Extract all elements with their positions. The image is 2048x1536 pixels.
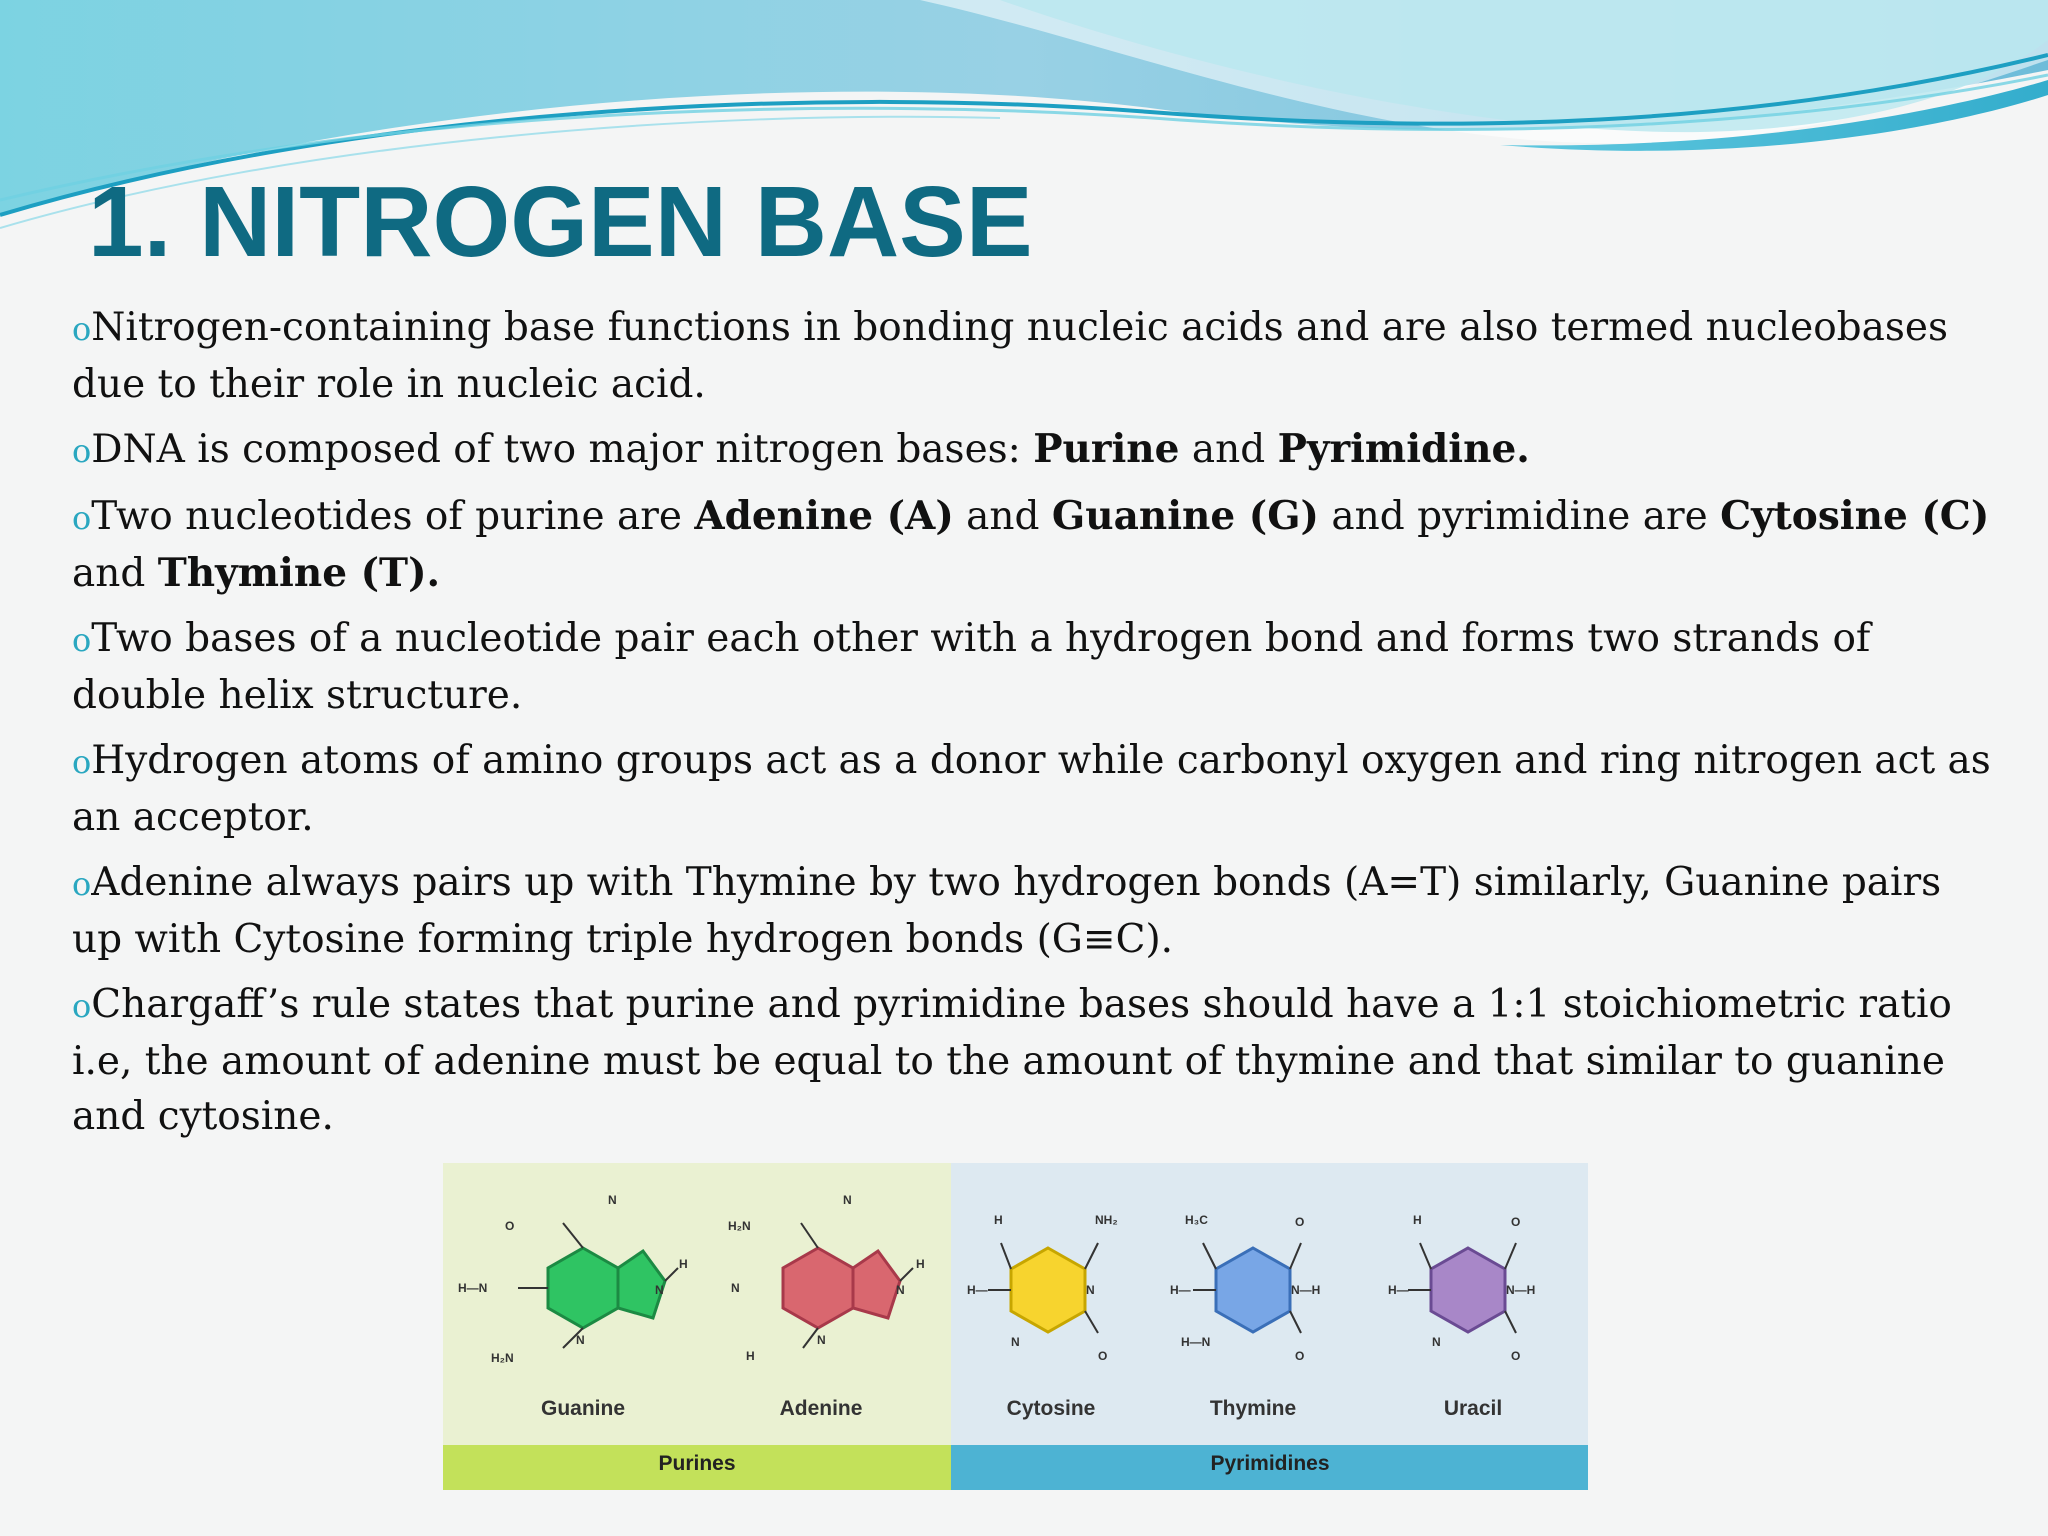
- base-label-adenine: Adenine: [779, 1397, 863, 1420]
- base-label-uracil: Uracil: [1443, 1397, 1503, 1420]
- bullet-text: and pyrimidine are: [1318, 494, 1721, 539]
- atom-label: H₂N: [728, 1219, 751, 1233]
- bullet-marker-icon: o: [72, 310, 92, 348]
- atom-label: N: [1432, 1335, 1441, 1349]
- atom-label: N: [1011, 1335, 1020, 1349]
- atom-label: N: [817, 1333, 826, 1347]
- group-label-purines: Purines: [658, 1452, 736, 1475]
- bullet-text: Two bases of a nucleotide pair each other with a hydrogen bond and forms two strands of double helix structure.: [72, 616, 1871, 718]
- atom-label: H: [679, 1257, 688, 1271]
- atom-label: N: [731, 1281, 740, 1295]
- atom-label: H: [916, 1257, 925, 1271]
- nitrogen-bases-figure: [443, 1163, 1588, 1490]
- atom-label: H—: [967, 1283, 988, 1297]
- base-label-thymine: Thymine: [1209, 1397, 1297, 1420]
- bullet-marker-icon: o: [72, 865, 92, 903]
- atom-label: H—N: [1181, 1335, 1211, 1349]
- atom-label: H: [746, 1349, 755, 1363]
- bullet-text: and: [953, 494, 1052, 539]
- atom-label: H—: [1170, 1283, 1191, 1297]
- bullet-text: DNA is composed of two major nitrogen bases:: [91, 427, 1034, 472]
- bullet-bold-term: Purine: [1033, 426, 1180, 472]
- atom-label: N—H: [1506, 1283, 1536, 1297]
- bullet-text: and: [72, 551, 158, 596]
- bullet-bold-term: Cytosine (C): [1720, 493, 1990, 539]
- atom-label: N: [1086, 1283, 1095, 1297]
- bullet-list: [72, 300, 2002, 1154]
- atom-label: N: [843, 1193, 852, 1207]
- bullet-item: [72, 300, 2002, 412]
- atom-label: O: [1295, 1349, 1305, 1363]
- atom-label: N—H: [1291, 1283, 1321, 1297]
- bullet-bold-term: Pyrimidine.: [1277, 426, 1530, 472]
- bullet-bold-term: Guanine (G): [1051, 493, 1319, 539]
- atom-label: O: [1098, 1349, 1108, 1363]
- atom-label: H—: [1388, 1283, 1409, 1297]
- atom-label: O: [1511, 1215, 1521, 1229]
- bullet-marker-icon: o: [72, 621, 92, 659]
- atom-label: N: [655, 1283, 664, 1297]
- bullet-text: Adenine always pairs up with Thymine by two hydrogen bonds (A=T) similarly, Guanine pairs up with Cytosine forming triple hydrogen bonds (G≡C).: [72, 860, 1942, 962]
- bullet-marker-icon: o: [72, 743, 92, 781]
- atom-label: H₃C: [1185, 1213, 1208, 1227]
- group-label-pyrimidines: Pyrimidines: [1210, 1452, 1330, 1475]
- bullet-text: Two nucleotides of purine are: [91, 494, 695, 539]
- bullet-text: Chargaff’s rule states that purine and pyrimidine bases should have a 1:1 stoichiometric ratio i.e, the amount of adenine must be equal to the amount of thymine and that similar to guanine and cytosine.: [72, 982, 1952, 1139]
- slide-title: 1. NITROGEN BASE: [88, 166, 1033, 278]
- bullet-item: [72, 977, 2002, 1144]
- bullet-text: Hydrogen atoms of amino groups act as a donor while carbonyl oxygen and ring nitrogen act as an acceptor.: [72, 738, 1991, 840]
- bullet-bold-term: Adenine (A): [694, 493, 954, 539]
- bullet-item: [72, 489, 2002, 601]
- bullet-item: [72, 422, 2002, 479]
- atom-label: O: [1295, 1215, 1305, 1229]
- atom-label: N: [896, 1283, 905, 1297]
- bullet-item: [72, 611, 2002, 723]
- bullet-item: [72, 855, 2002, 967]
- atom-label: H: [1413, 1213, 1422, 1227]
- bullet-text: Nitrogen-containing base functions in bonding nucleic acids and are also termed nucleobases due to their role in nucleic acid.: [72, 305, 1949, 407]
- atom-label: O: [505, 1219, 515, 1233]
- atom-label: NH₂: [1095, 1213, 1118, 1227]
- bullet-marker-icon: o: [72, 432, 92, 470]
- bullet-item: [72, 733, 2002, 845]
- bullet-bold-term: Thymine (T).: [157, 550, 441, 596]
- atom-label: O: [1511, 1349, 1521, 1363]
- atom-label: H—N: [458, 1281, 488, 1295]
- atom-label: N: [608, 1193, 617, 1207]
- atom-label: N: [576, 1333, 585, 1347]
- bullet-marker-icon: o: [72, 987, 92, 1025]
- atom-label: H₂N: [491, 1351, 514, 1365]
- bullet-text: and: [1179, 427, 1278, 472]
- base-label-guanine: Guanine: [540, 1397, 625, 1420]
- base-label-cytosine: Cytosine: [1006, 1397, 1096, 1420]
- bullet-marker-icon: o: [72, 499, 92, 537]
- atom-label: H: [994, 1213, 1003, 1227]
